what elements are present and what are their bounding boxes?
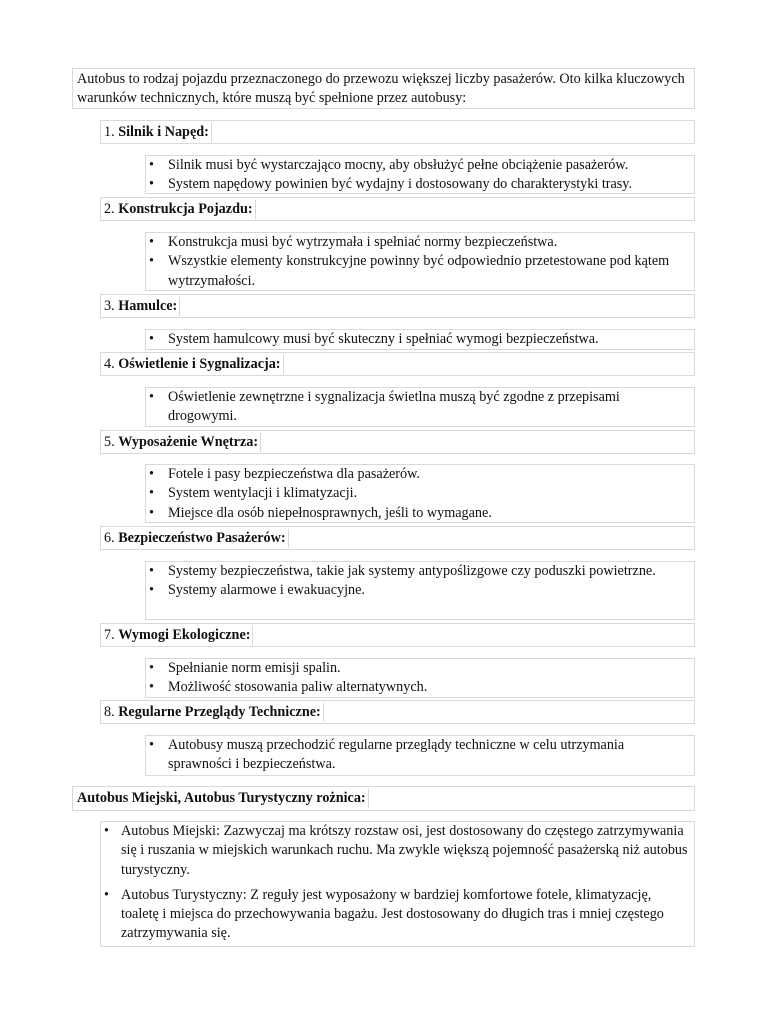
section-title: Silnik i Napęd: [118,124,209,140]
list-item: • Silnik musi być wystarczająco mocny, aby obsłużyć pełne obciążenie pasażerów. [148,156,690,175]
section-heading-3 [100,294,695,318]
section-number: 7. [104,627,115,643]
section-number: 8. [104,704,115,720]
section-heading-1 [100,120,695,144]
list-item: • System hamulcowy musi być skuteczny i spełniać wymogi bezpieczeństwa. [148,330,690,349]
list-item: • Fotele i pasy bezpieczeństwa dla pasażerów. [148,465,690,484]
section-list-2 [145,232,695,291]
list-item: • Autobusy muszą przechodzić regularne przeglądy techniczne w celu utrzymania sprawności i bezpieczeństwa. [148,736,690,775]
list-item: • Konstrukcja musi być wytrzymała i spełniać normy bezpieczeństwa. [148,233,690,252]
section-number: 2. [104,201,115,217]
list-item: • System wentylacji i klimatyzacji. [148,484,690,503]
list-item: • Wszystkie elementy konstrukcyjne powinny być odpowiednio przetestowane pod kątem wytrzymałości. [148,252,690,291]
section-heading-7 [100,623,695,647]
list-item: • Systemy bezpieczeństwa, takie jak systemy antypoślizgowe czy poduszki powietrzne. [148,562,690,581]
list-item: • System napędowy powinien być wydajny i dostosowany do charakterystyki trasy. [148,175,690,194]
section-title: Hamulce: [118,298,178,314]
section-list-1 [145,155,695,194]
section-number: 1. [104,124,115,140]
section-list-5 [145,464,695,523]
list-item: • Autobus Turystyczny: Z reguły jest wyposażony w bardziej komfortowe fotele, klimatyzację, toaletę i miejsca do przechowywania bagażu. Jest dostosowany do długich tras i mniej częstego zatrzymywania się. [103,886,692,944]
section-title: Wyposażenie Wnętrza: [118,434,259,450]
section-list-3 [145,329,695,350]
comparison-list [100,821,695,947]
section-heading-2 [100,197,695,221]
section-number: 5. [104,434,115,450]
section-heading-6 [100,526,695,550]
section-heading-5 [100,430,695,454]
list-item: • Miejsce dla osób niepełnosprawnych, jeśli to wymagane. [148,504,690,523]
section-title: Wymogi Ekologiczne: [118,627,251,643]
section-number: 6. [104,530,115,546]
intro-paragraph: Autobus to rodzaj pojazdu przeznaczonego do przewozu większej liczby pasażerów. Oto kilka kluczowych warunków technicznych, które muszą być spełnione przez autobusy: [72,68,695,109]
section-title: Konstrukcja Pojazdu: [118,201,253,217]
section-list-8 [145,735,695,776]
section-number: 3. [104,298,115,314]
section-heading-4 [100,352,695,376]
comparison-heading [72,786,695,811]
section-heading-8 [100,700,695,724]
section-number: 4. [104,356,115,372]
section-title: Oświetlenie i Sygnalizacja: [118,356,281,372]
section-title: Bezpieczeństwo Pasażerów: [118,530,286,546]
comparison-title: Autobus Miejski, Autobus Turystyczny rożnica: [77,790,366,806]
list-item: • Możliwość stosowania paliw alternatywnych. [148,678,690,697]
section-list-7 [145,658,695,698]
list-item: • Systemy alarmowe i ewakuacyjne. [148,581,690,600]
list-item: • Spełnianie norm emisji spalin. [148,659,690,678]
list-item: • Autobus Miejski: Zazwyczaj ma krótszy rozstaw osi, jest dostosowany do częstego zatrzymywania się i ruszania w miejskich warunkach ruchu. Ma zwykle większą pojemność pasażerską niż autobus turystyczny. [103,822,692,880]
section-list-6 [145,561,695,620]
section-title: Regularne Przeglądy Techniczne: [118,704,321,720]
section-list-4 [145,387,695,427]
list-item: • Oświetlenie zewnętrzne i sygnalizacja świetlna muszą być zgodne z przepisami drogowymi. [148,388,690,427]
